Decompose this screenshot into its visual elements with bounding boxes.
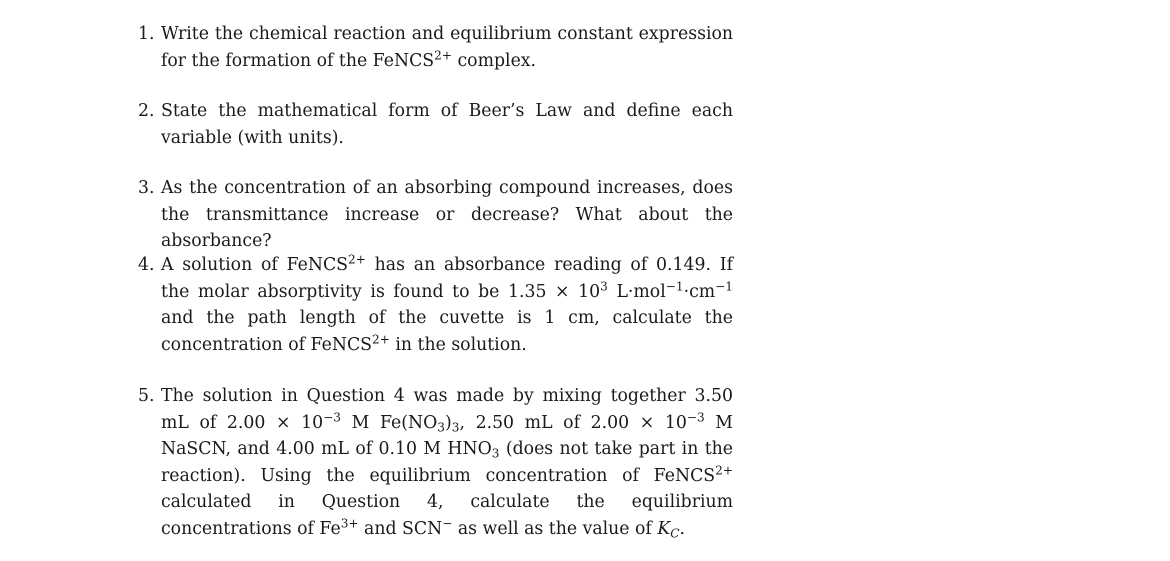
question-number: 2. — [138, 101, 155, 121]
question-4 — [138, 252, 733, 358]
question-number: 1. — [138, 24, 155, 44]
question-number: 4. — [138, 255, 155, 275]
question-number: 3. — [138, 178, 155, 198]
question-text: As the concentration of an absorbing compound increases, does the transmittance increase or decrease? What about the absorbance? — [161, 178, 733, 252]
question-1 — [138, 21, 733, 74]
question-2 — [138, 98, 733, 151]
question-3 — [138, 175, 733, 255]
question-text: State the mathematical form of Beer’s Law and define each variable (with units). — [161, 101, 733, 148]
question-text: Write the chemical reaction and equilibrium constant expression for the formation of the FeNCS$^{2+}$ complex. — [161, 24, 733, 71]
question-text: The solution in Question 4 was made by mixing together 3.50 mL of $2.00 \times 10^{-3}$ M $Fe(NO_3)_3$, 2.50 mL of $2.00 \times 10^{-3}$ M NaSCN, and 4.00 mL of 0.10 M $HNO_3$ (does not take part in the reaction). Using the equilibrium concentration of FeNCS$^{2+}$ calculated in Question 4, calculate the equilibrium concentrations of $Fe^{3+}$ and SCN− as well as the value of $K_C$. — [161, 386, 733, 541]
question-text: A solution of FeNCS$^{2+}$ has an absorbance reading of 0.149. If the molar absorptivity is found to be $1.35 \times 10^3$ $L\cdot mol^{-1}\cdot cm^{-1}$ and the path length of the cuvette is 1 cm, calculate the concentration of FeNCS$^{2+}$ in the solution. — [161, 252, 734, 355]
question-number: 5. — [138, 386, 155, 406]
question-5 — [138, 383, 733, 543]
